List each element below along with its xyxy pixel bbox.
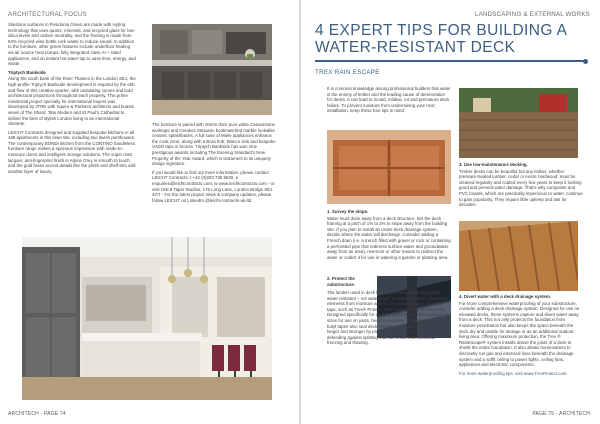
- body-paragraph: The furniture is paired with 20mm thick pure white Caesarstone worktops and Cerakos Statuario bookmatched marble lookalike ceramic splashbacks. A full suite of Miele appliances enhance the cook zone, along with a Bora hob, Blanco sink and bespoke VADO taps in bronze. Triptych Bankside has won nine prestigious awards including The Evening Standard's New Property of the Year Award, which is testament to its uniquely design signature.: [152, 122, 276, 167]
- page-folio: PAGE 75 - ARCHITECH: [532, 411, 590, 417]
- deck-photo: [459, 88, 578, 158]
- tip-2: [327, 290, 451, 349]
- contact-paragraph: If you would like to find out more information, please contact LEICHT Contracts: t +44 (0)203 735 9630, e enquiries@leichtcontracts.com, w www.leichtcontracts.com - or visit Unit 8 Taper Studios, 175 Long Lane, London Bridge SE1 4GT - For the latest project news & company updates, please follow LEICHT on LinkedIn @leicht-contracts-uk-ltd: [152, 169, 275, 203]
- deck-illustration: [459, 88, 578, 158]
- deck-drainage-photo: [459, 221, 578, 291]
- planter-photo: [327, 130, 451, 204]
- body-paragraph: LEICHT Contracts designed and supplied bespoke kitchens in all 169 apartments in this town site, including two lavish penthouses. The contemporary BONDI kitchen from the CONTINO handleless furniture range makes a spacious impression with made-to-measure doors and intelligent storage solutions. The super matt lacquer, anti-fingerprint finish in Alpine Grey is smooth to touch, and the gold brass accent details like the plinth and shelf-trim add another layer of luxury.: [8, 129, 136, 174]
- subheading: Triptych Bankside: [8, 69, 46, 75]
- tip-2-heading-block: [327, 276, 375, 288]
- tip-2-heading: 2. Protect the substructure.: [327, 276, 356, 287]
- left-column-2: [152, 122, 276, 206]
- headline-rule: [315, 60, 585, 62]
- tip-1-heading: 1. Survey the slope.: [327, 209, 369, 214]
- article-byline: TREX RAIN ESCAPE: [315, 69, 380, 76]
- kitchen-illustration: [152, 24, 272, 115]
- tip-1-body: Water must drain away from a deck structure. Set the deck framing at a pitch of 1% to 2% to slope away from the building site. If you plan to install an under-deck drainage system, decide where the water will discharge. Consider adding a French drain (i.e. a trench filled with gravel or rock or containing a perforated pipe that redirects surface water and groundwater away from an area), reservoir or other means to redirect the water or collect it for use in watering a garden or planting area.: [327, 215, 451, 260]
- section-label: ARCHITECTURAL FOCUS: [8, 11, 87, 18]
- section-label: LANDSCAPING & EXTERNAL WORKS: [474, 11, 590, 18]
- rule-dot: [583, 59, 588, 64]
- outro-link[interactable]: For more waterproofing tips, visit www.TrexProtect.com: [459, 370, 567, 376]
- tip-4: [459, 294, 583, 379]
- tip-3-body: Timber decks can be beautiful but any timber, whether pressure-treated lumber, cedar or exotic hardwood, must be cleaned regularly and coated every few years to keep it looking good and prevent water damage. That's why composite and PVC boards, which are practically impervious to water, continue to gain popularity. They require little upkeep and last for decades.: [459, 168, 583, 208]
- kitchen-photo: [152, 24, 272, 115]
- planter-illustration: [327, 130, 451, 204]
- tip-4-body: For more comprehensive waterproofing of your substructure, consider adding a deck drainage system. Designed for use on elevated decks, these systems capture and divert water away from a deck. This not only protects the foundation from moisture penetration but also keeps the space beneath the deck dry and usable for storage or as an additional outdoor living area. Offering maximum protection, the Trex ® RainEscape® system installs above the joists of a deck to shield the entire foundation. It also allows homeowners to discreetly run gas and electrical lines beneath the drainage system and a soffit ceiling to power lights, ceiling fans, appliances and electronic components.: [459, 300, 580, 368]
- left-page: [0, 0, 299, 424]
- tip-3: [459, 162, 583, 211]
- left-column-1: [8, 22, 136, 177]
- tip-2-body: The lumber used in deck building is pressure-treated to be water-resistant – not waterproof. To protect a deck's structural elements from moisture and rot, it's critical to apply flashing tape, such as Trex® Protect, over all the joinery and blocking. Designed specifically for decking applications, and available in sizes for use on joists, bearers and rims, these self-adhesive butyl tapes also seal deck fasteners and help screws to hold longer and stronger by preventing moisture penetration and defending against splitting that can result from seasonal freezing and thawing.: [327, 290, 449, 346]
- right-page: [301, 0, 600, 424]
- intro-text: It is common knowledge among professional builders that water is the enemy of timber and the leading cause of deterioration for decks. It can lead to mould, mildew, rot and premature deck failure. To prevent moisture from undermining your next installation, keep these four tips in mind:: [327, 86, 451, 114]
- article-headline: 4 EXPERT TIPS FOR BUILDING A WATER-RESISTANT DECK: [315, 22, 567, 56]
- kitchen-interior-illustration: [22, 237, 272, 400]
- tip-3-heading: 3. Use low-maintenance decking.: [459, 162, 528, 167]
- deck-drainage-illustration: [459, 221, 578, 291]
- intro-paragraph: Silestone surfaces in Posidonia Green are made with Hybriq technology that uses quartz, minerals, and recycled glass for low-silica levels and carbon neutrality, and the flooring is made from 93% recycled wine bottle cork waste to reduce sound. In addition to the furniture, other green features include underfloor heating via air source heat pumps, fully integrated class A++ rated appliances, and an instant hot water tap to save time, energy, and waste.: [8, 22, 136, 67]
- page-folio: ARCHITECH - PAGE 74: [8, 411, 66, 417]
- tip-4-heading: 4. Divert water with a deck drainage system.: [459, 294, 551, 299]
- tip-1: [327, 209, 451, 263]
- kitchen-interior-photo: [22, 237, 272, 400]
- intro-paragraph: [327, 86, 451, 117]
- body-paragraph: Along the south bank of the River Thames in the London SE1, the high-profile Triptych Bankside development is inspired by the ebb and flow of this creative quarter, with undulating curves and bold architectural proportions throughout each property. This prime residential project specially for international buyers was developed by JTRE with Squire & Partners architects and boasts views of The Shard, Tate Modern and St Paul's Cathedral to deliver the best of stylish London living to an international clientele.: [8, 76, 136, 127]
